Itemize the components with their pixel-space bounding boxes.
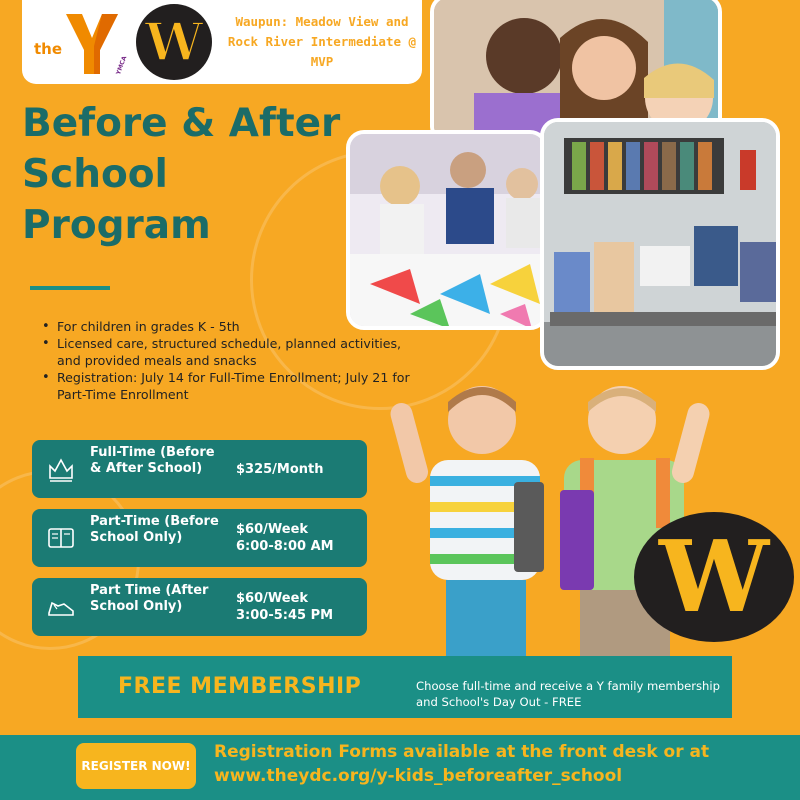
plan-name: Part-Time (Before School Only) <box>90 514 219 545</box>
plan-time: 6:00-8:00 AM <box>236 539 334 554</box>
school-name: Waupun: Meadow View and Rock River Intermediate @ MVP <box>227 14 417 69</box>
logo-header <box>22 0 422 84</box>
registration-url-link[interactable]: www.theydc.org/y-kids_beforeafter_school <box>214 766 623 786</box>
plan-price: $60/Week <box>236 522 309 537</box>
crown-icon <box>46 454 76 484</box>
w-logo-letter: W <box>144 11 204 73</box>
ymca-logo <box>34 10 134 76</box>
waupun-w-badge <box>634 512 794 642</box>
photo-kids-holding-blankets <box>540 118 780 370</box>
plan-price: $60/Week <box>236 591 309 606</box>
program-details-list <box>38 318 418 403</box>
membership-title: FREE MEMBERSHIP <box>118 674 362 699</box>
registration-info <box>214 740 784 788</box>
plan-name: Full-Time (Before & After School) <box>90 445 215 476</box>
ymca-logo-text: the <box>34 40 63 58</box>
plan-price-block <box>236 440 364 498</box>
photo-kids-doing-crafts <box>346 130 548 330</box>
page-title <box>22 98 402 251</box>
registration-footer <box>0 735 800 800</box>
book-icon <box>46 523 76 553</box>
title-line: School <box>22 152 168 197</box>
w-badge-letter: W <box>658 519 770 635</box>
plan-price-block <box>236 509 364 567</box>
membership-description: Choose full-time and receive a Y family membership and School's Day Out - FREE <box>416 679 720 709</box>
ymca-logo-subtext: YMCA <box>115 55 129 76</box>
sneaker-icon <box>46 592 76 622</box>
plan-price-block <box>236 578 364 636</box>
title-divider <box>30 286 110 290</box>
registration-info-line: Registration Forms available at the front desk or at <box>214 742 710 762</box>
list-item: • Licensed care, structured schedule, planned activities, and provided meals and snacks <box>38 335 418 369</box>
title-line: Before & After <box>22 101 341 146</box>
plan-card-part-time-after <box>32 578 367 636</box>
plan-time: 3:00-5:45 PM <box>236 608 334 623</box>
title-line: Program <box>22 203 211 248</box>
list-item: • Registration: July 14 for Full-Time Enrollment; July 21 for Part-Time Enrollment <box>38 369 418 403</box>
plan-price: $325/Month <box>236 461 324 477</box>
plan-card-part-time-before <box>32 509 367 567</box>
list-item: • For children in grades K - 5th <box>38 318 418 335</box>
plan-name: Part Time (After School Only) <box>90 583 209 614</box>
plan-card-full-time <box>32 440 367 498</box>
free-membership-banner <box>78 656 732 718</box>
waupun-w-logo <box>136 4 212 80</box>
register-now-button[interactable]: REGISTER NOW! <box>76 743 196 789</box>
ymca-y-icon <box>64 10 120 76</box>
